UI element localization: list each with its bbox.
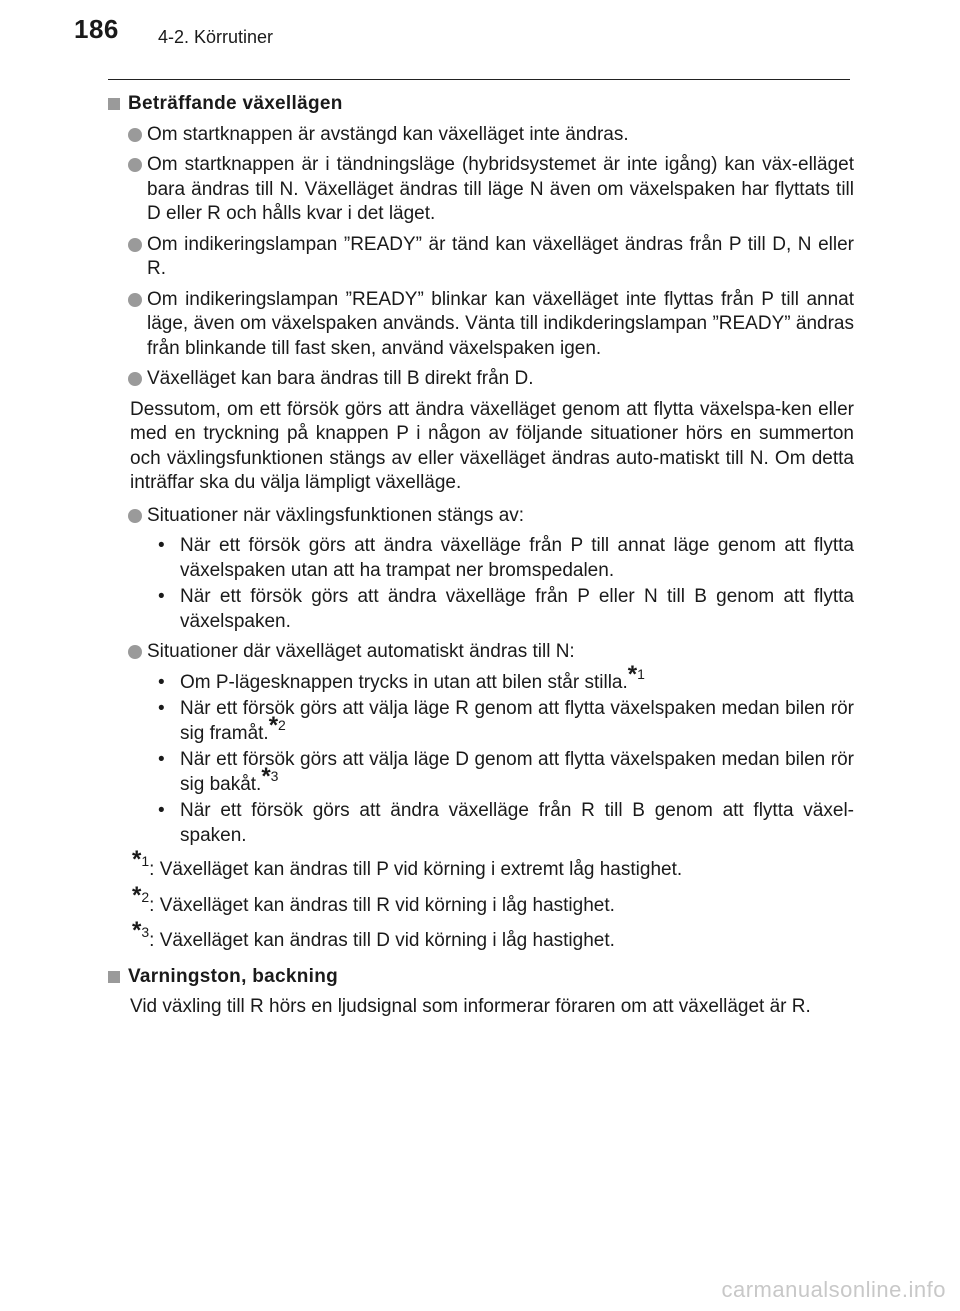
square-bullet-icon bbox=[108, 98, 120, 110]
list-item-text: Växelläget kan bara ändras till B direkt från D. bbox=[147, 368, 534, 389]
footnote-ref: 3 bbox=[270, 767, 279, 784]
footnote-star: * bbox=[627, 660, 638, 688]
square-bullet-icon bbox=[108, 971, 120, 983]
circle-bullet-icon bbox=[128, 645, 142, 659]
body-paragraph: Dessutom, om ett försök görs att ändra växelläget genom att flytta växelspa-ken eller med en tryckning på knappen P i någon av följande situationer hörs en summerton och växlingsfunktionen stängs av eller växelläget ändras auto-matiskt till N. Om detta inträffar ska du välja lämpligt växelläge. bbox=[130, 398, 854, 493]
sub-item-text: När ett försök görs att välja läge D genom att flytta växelspaken medan bilen rör sig bakåt. bbox=[180, 749, 854, 795]
sub-list-item bbox=[158, 660, 854, 696]
footnote-text: : Växelläget kan ändras till R vid körning i låg hastighet. bbox=[149, 894, 615, 916]
heading-text: Beträffande växellägen bbox=[128, 93, 343, 114]
body-paragraph: Vid växling till R hörs en ljudsignal som informerar föraren om att växelläget är R. bbox=[130, 996, 811, 1017]
dot-bullet-icon: • bbox=[158, 749, 165, 770]
circle-bullet-icon bbox=[128, 158, 142, 172]
list-item-text: Situationer när växlingsfunktionen stängs av: bbox=[147, 504, 525, 526]
list-item-text: Om indikeringslampan ”READY” blinkar kan växelläget inte flyttas från P till annat läge, även om växelspaken används. Vänta till indikderingslampan ”READY” ändras från blinkande till fast sken, använd växelspaken igen. bbox=[147, 288, 854, 359]
circle-bullet-icon bbox=[128, 128, 142, 142]
list-item-text: Om indikeringslampan ”READY” är tänd kan växelläget ändras från P till D, N eller R. bbox=[147, 233, 854, 279]
footnote-star: * bbox=[268, 711, 279, 739]
page-number: 186 bbox=[74, 14, 119, 44]
footnote-ref: 2 bbox=[278, 716, 286, 733]
sub-list-item bbox=[158, 534, 854, 583]
list-item-text: Om startknappen är i tändningsläge (hybridsystemet är inte igång) kan väx-elläget bara ändras till N. Växelläget ändras till läge N även om växelspaken har flyttats till D eller R och hålls kvar i det läget. bbox=[147, 154, 854, 224]
dot-bullet-icon: • bbox=[158, 671, 165, 693]
page-content bbox=[108, 92, 854, 1028]
sub-list-item bbox=[158, 748, 854, 797]
sub-item-text: När ett försök görs att välja läge R genom att flytta växelspaken medan bilen rör sig framåt. bbox=[180, 698, 854, 744]
sub-list-item bbox=[158, 697, 854, 746]
list-item bbox=[128, 288, 854, 362]
section-heading-gear-positions bbox=[108, 92, 854, 117]
circle-bullet-icon bbox=[128, 238, 142, 252]
dot-bullet-icon: • bbox=[158, 535, 165, 556]
footnote bbox=[132, 881, 854, 919]
sub-item-text: Om P-lägesknappen trycks in utan att bilen står stilla. bbox=[180, 671, 628, 693]
list-item bbox=[128, 504, 854, 529]
footnote-star: * bbox=[132, 917, 142, 944]
section-heading-reverse-warning bbox=[108, 965, 854, 990]
list-item-text: Om startknappen är avstängd kan växelläget inte ändras. bbox=[147, 123, 629, 145]
sub-item-text: När ett försök görs att ändra växelläge från R till B genom att flytta växel-spaken. bbox=[180, 800, 854, 846]
list-item bbox=[128, 640, 854, 665]
sub-item-content bbox=[180, 697, 854, 746]
dot-bullet-icon: • bbox=[158, 800, 165, 821]
sub-list-item bbox=[158, 585, 854, 634]
section-title: 4-2. Körrutiner bbox=[158, 27, 274, 47]
list-item-text: Situationer där växelläget automatiskt ändras till N: bbox=[147, 641, 575, 662]
circle-bullet-icon bbox=[128, 293, 142, 307]
heading-text: Varningston, backning bbox=[128, 965, 339, 987]
footnote-ref: 1 bbox=[141, 853, 150, 869]
footnote bbox=[132, 846, 854, 883]
footnote-ref: 2 bbox=[141, 888, 150, 905]
sub-list-item bbox=[158, 799, 854, 848]
sub-item-content bbox=[180, 660, 854, 696]
footnote bbox=[132, 917, 854, 954]
dot-bullet-icon: • bbox=[158, 586, 165, 607]
footnote-text: : Växelläget kan ändras till P vid körning i extremt låg hastighet. bbox=[149, 859, 683, 880]
list-item bbox=[128, 233, 854, 282]
list-item bbox=[128, 367, 854, 392]
sub-item-content bbox=[180, 748, 854, 797]
circle-bullet-icon bbox=[128, 372, 142, 386]
header-divider bbox=[108, 79, 850, 80]
sub-item-text: När ett försök görs att ändra växelläge från P till annat läge genom att flytta växelspaken utan att ha trampat ner bromspedalen. bbox=[180, 535, 854, 581]
watermark: carmanualsonline.info bbox=[721, 1277, 946, 1302]
footnote-ref: 3 bbox=[141, 924, 150, 940]
footnote-text: : Växelläget kan ändras till D vid körning i låg hastighet. bbox=[149, 930, 615, 951]
sub-item-text: När ett försök görs att ändra växelläge från P eller N till B genom att flytta växelspaken. bbox=[180, 586, 854, 632]
dot-bullet-icon: • bbox=[158, 698, 165, 719]
footnote-star: * bbox=[132, 846, 142, 873]
list-item bbox=[128, 123, 854, 148]
footnote-star: * bbox=[132, 881, 142, 909]
footnote-ref: 1 bbox=[637, 665, 645, 682]
footnote-star: * bbox=[261, 762, 271, 790]
list-item bbox=[128, 153, 854, 227]
circle-bullet-icon bbox=[128, 509, 142, 523]
